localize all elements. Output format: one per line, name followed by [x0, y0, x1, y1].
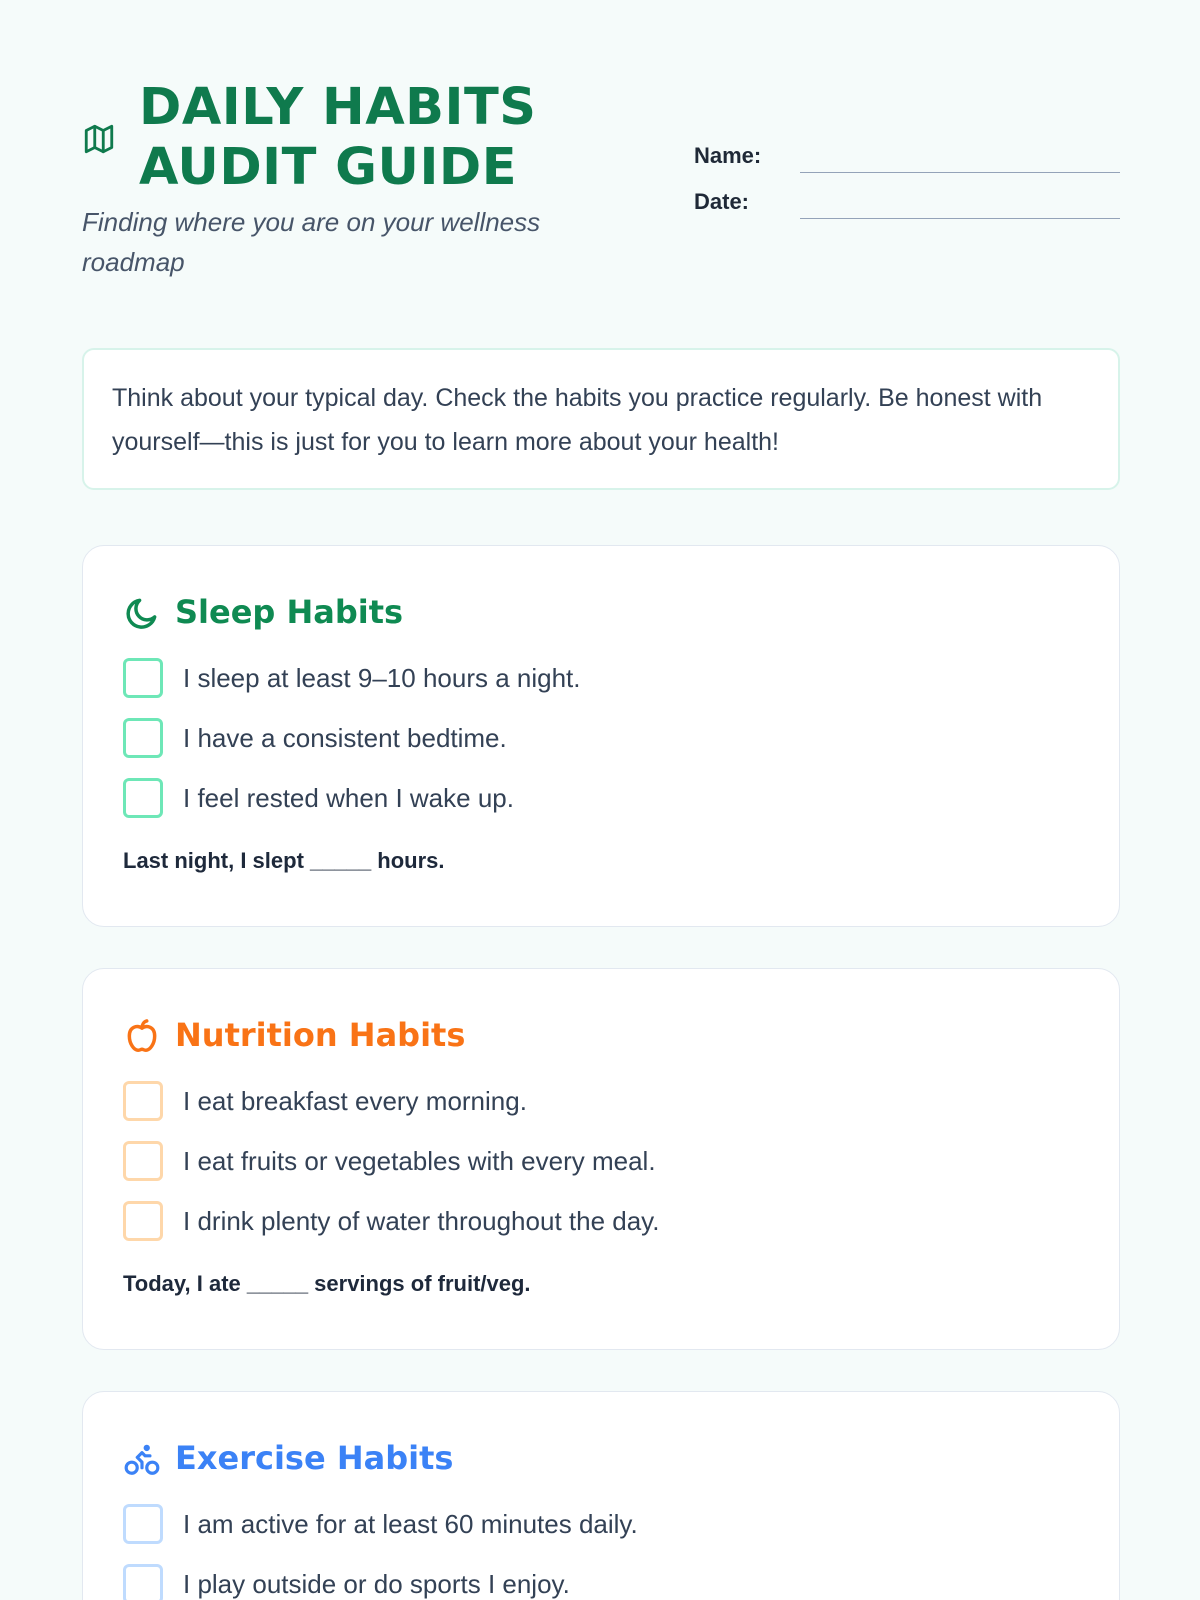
checkbox[interactable]	[123, 718, 163, 758]
checklist-item-label: I feel rested when I wake up.	[183, 783, 514, 813]
title-block	[82, 78, 642, 277]
fill-in-prompt[interactable]: Today, I ate _____ servings of fruit/veg.	[123, 1271, 531, 1296]
bike-icon	[123, 1440, 161, 1478]
date-blank-line[interactable]	[800, 218, 1120, 219]
page-title	[139, 78, 639, 198]
name-field[interactable]	[694, 136, 1120, 182]
checklist-item-label: I eat breakfast every morning.	[183, 1086, 527, 1116]
worksheet-page	[82, 0, 1120, 1600]
nutrition-section	[82, 968, 1120, 1350]
name-blank-line[interactable]	[800, 172, 1120, 173]
checklist-item-label: I sleep at least 9–10 hours a night.	[183, 663, 581, 693]
page-title-line-1: DAILY HABITS	[139, 78, 537, 137]
fill-in-prompt[interactable]: Last night, I slept _____ hours.	[123, 848, 445, 873]
checkbox[interactable]	[123, 778, 163, 818]
checklist-item-label: I have a consistent bedtime.	[183, 723, 507, 753]
checkbox[interactable]	[123, 1564, 163, 1600]
section-title: Exercise Habits	[175, 1439, 454, 1477]
checkbox[interactable]	[123, 1504, 163, 1544]
section-title: Nutrition Habits	[175, 1016, 466, 1054]
name-label: Name:	[694, 143, 762, 168]
checklist-item-label: I play outside or do sports I enjoy.	[183, 1569, 570, 1599]
page-title-line-2: AUDIT GUIDE	[139, 138, 518, 197]
apple-icon	[123, 1017, 161, 1055]
moon-icon	[123, 594, 161, 632]
title-row	[82, 78, 642, 202]
date-field[interactable]	[694, 182, 1120, 228]
page-subtitle: Finding where you are on your wellness roadmap	[82, 207, 541, 277]
checklist-item-label: I eat fruits or vegetables with every meal.	[183, 1146, 656, 1176]
checkbox[interactable]	[123, 1141, 163, 1181]
intro-box	[82, 348, 1120, 490]
checklist-item-label: I am active for at least 60 minutes daily.	[183, 1509, 638, 1539]
section-title: Sleep Habits	[175, 593, 404, 631]
name-date-fields	[694, 136, 1120, 228]
checkbox[interactable]	[123, 1201, 163, 1241]
intro-text: Think about your typical day. Check the habits you practice regularly. Be honest with yourself—this is just for you to learn more about your health!	[112, 384, 1043, 456]
checkbox[interactable]	[123, 658, 163, 698]
checkbox[interactable]	[123, 1081, 163, 1121]
map-icon	[82, 122, 116, 156]
exercise-section	[82, 1391, 1120, 1600]
checklist-item-label: I drink plenty of water throughout the day.	[183, 1206, 660, 1236]
header	[82, 78, 1120, 288]
date-label: Date:	[694, 189, 750, 214]
sleep-section	[82, 545, 1120, 927]
